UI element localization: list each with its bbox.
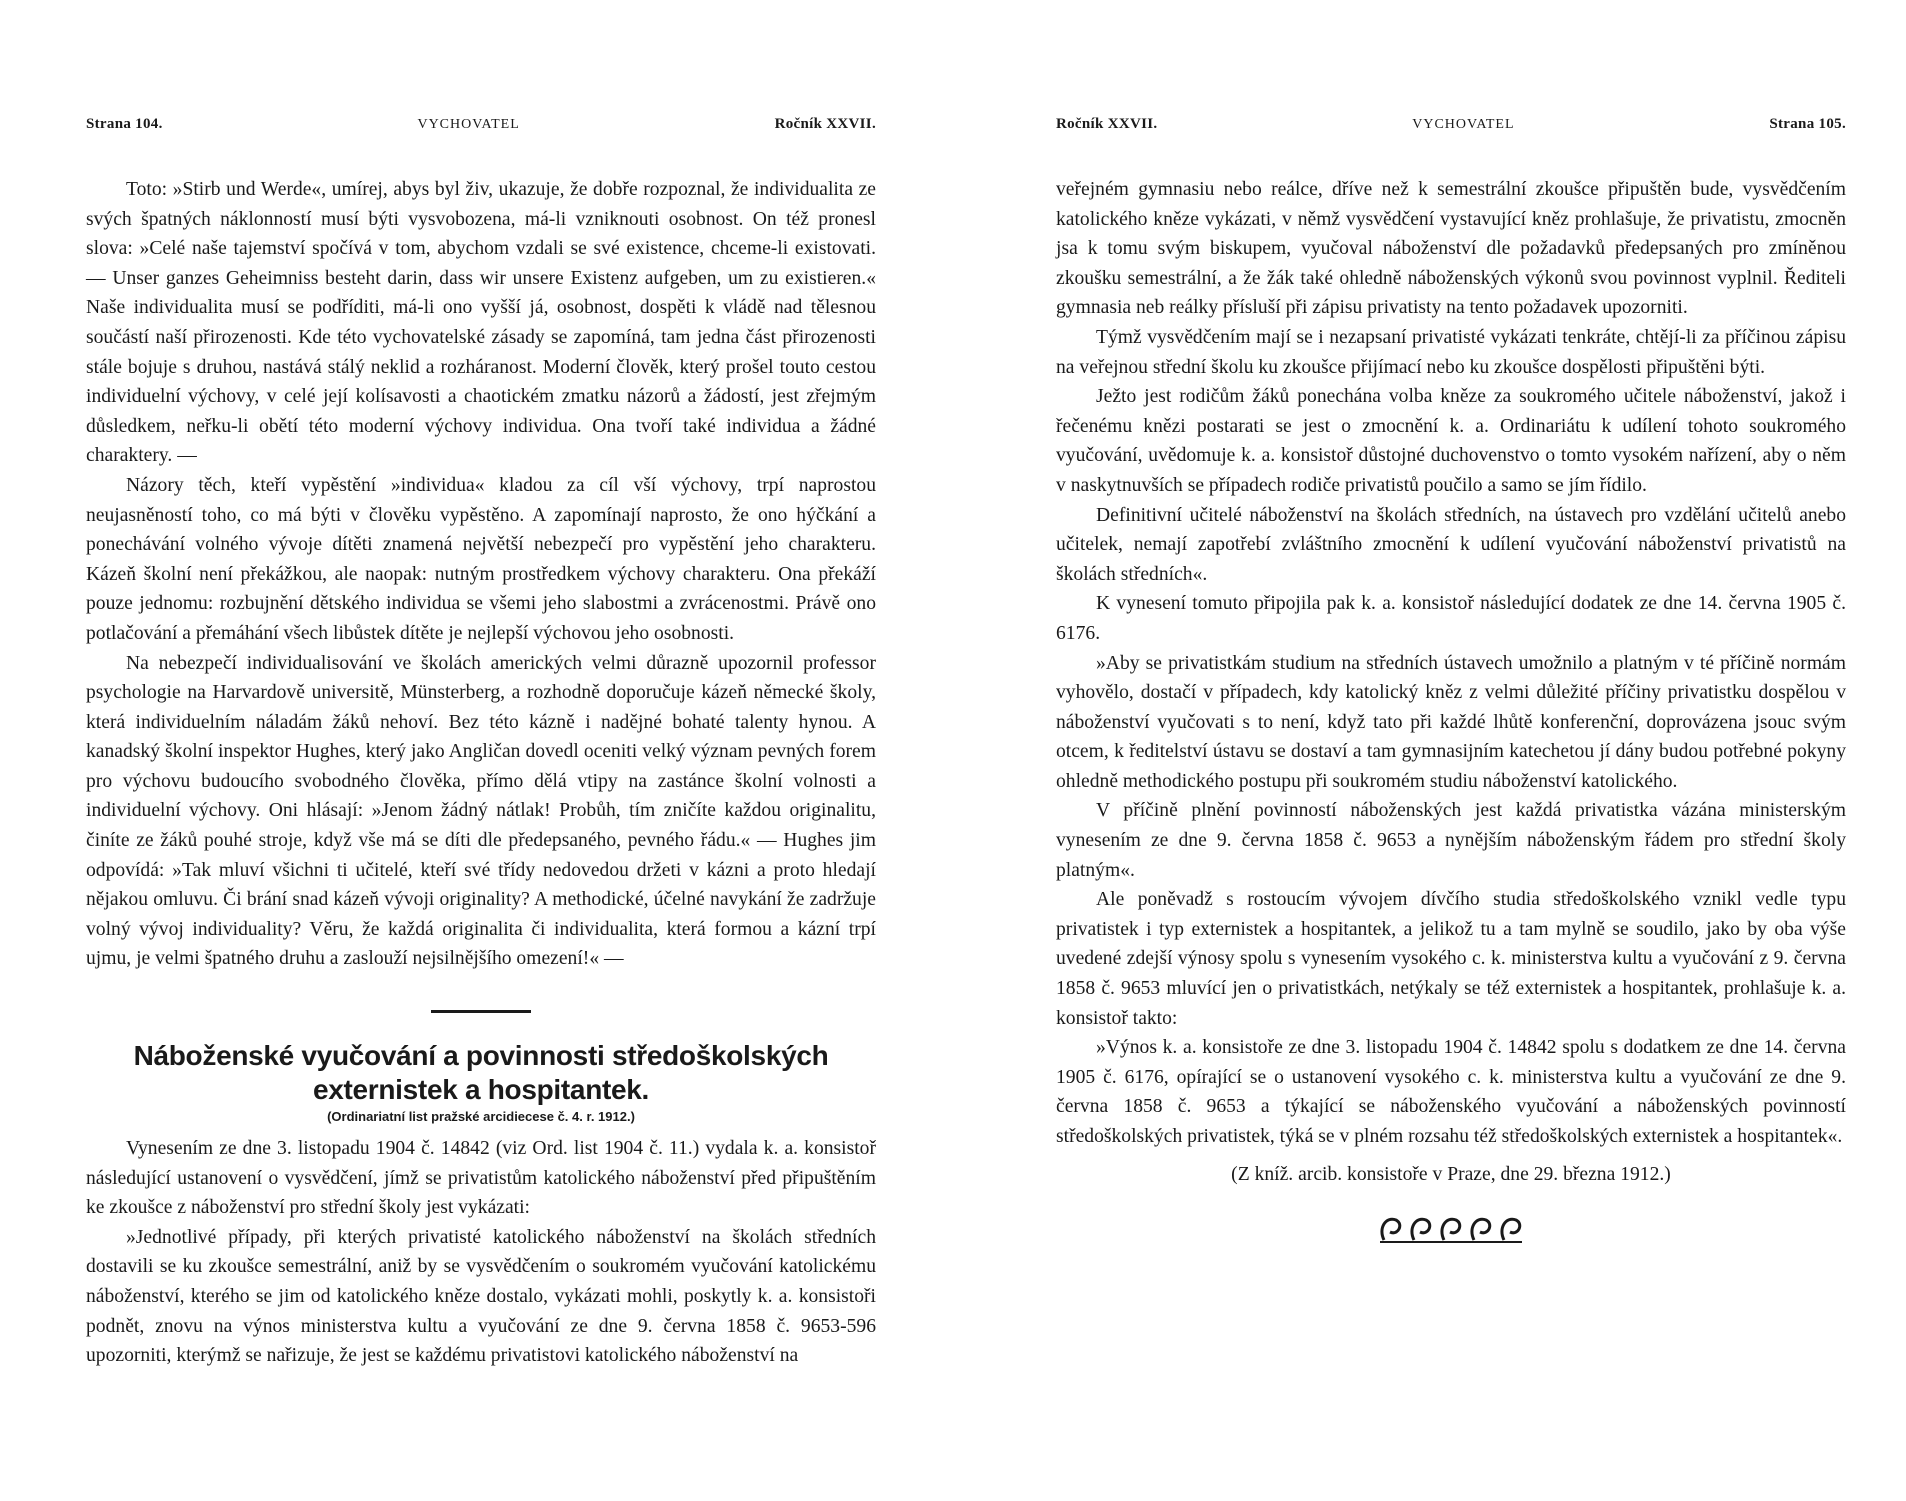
left-page-number: Strana 104.	[86, 116, 163, 132]
ornament-icon	[1056, 1212, 1846, 1251]
paragraph: Definitivní učitelé náboženství na školách středních, na ústavech pro vzdělání učitelů anebo učitelek, nemají zapotřebí zvláštního zmocnění k udílení vyučování náboženství privatistů na školách středních«.	[1056, 504, 1846, 585]
paragraph: Ježto jest rodičům žáků ponechána volba kněze za soukromého učitele náboženství, jakož i řečenému knězi postarati se jest o zmocnění k. a. Ordinariátu k udílení tohoto soukromého vyučování, uvědomuje k. a. konsistoř důstojné duchovenstvo o tomto vysokém nařízení, aby o něm v naskytnuvších se případech rodiče privatistů poučilo a samo se jím řídilo.	[1056, 386, 1846, 496]
signature-line: (Z kníž. arcib. konsistoře v Praze, dne 29. března 1912.)	[1231, 1163, 1671, 1185]
left-body-text	[86, 175, 876, 974]
paragraph: »Jednotlivé případy, při kterých privatisté katolického náboženství na školách středních dostavili se ku zkoušce semestrální, aniž by se vysvědčením o soukromém vyučování katolickému náboženství, kterého se jim od katolického kněze dostalo, vykázati mohli, poskytly k. a. konsistoři podnět, znovu na výnos ministerstva kultu a vyučování ze dne 9. června 1858 č. 9653-596 upozorniti, kterýmž se nařizuje, že jest se každému privatistovi katolického náboženství na	[86, 1226, 876, 1367]
paragraph: V příčině plnění povinností náboženských jest každá privatistka vázána ministerským vynesením ze dne 9. června 1858 č. 9653 a nynějším náboženským řádem pro střední školy platným«.	[1056, 800, 1846, 881]
paragraph: »Aby se privatistkám studium na středních ústavech umožnilo a platným v té příčině normám vyhovělo, dostačí v případech, kdy katolický kněz z velmi důležité příčiny privatistku dospělou v náboženství vyučovati s to není, když tato při každé lhůtě konferenční, doprovázena jsouc svým otcem, k ředitelství ústavu se dostaví a tam gymnasijním katechetou jí dány budou potřebné pokyny ohledně methodického postupu při soukromém studiu náboženství katolického.	[1056, 652, 1846, 792]
paragraph: Na nebezpečí individualisování ve školách amerických velmi důrazně upozornil professor psychologie na Harvardově universitě, Münsterberg, a rozhodně doporučuje kázeň německé školy, která individuelním náladám žáků nehoví. Bez této kázně i nadějné bohaté talenty hynou. A kanadský školní inspektor Hughes, který jako Angličan dovedl oceniti velký význam pevných forem pro výchovu budoucího svobodného člověka, přímo dělá vtipy na zastánce školní volnosti a individuelní výchovy. Oni hlásají: »Jenom žádný nátlak! Probůh, tím zničíte každou originalitu, činíte ze žáků pouhé stroje, když vše má se díti dle předepsaného, pevného řádu.« — Hughes jim odpovídá: »Tak mluví všichni ti učitelé, kteří své třídy nedovedou držeti v kázni a proto hledají nějakou omluvu. Či brání snad kázeň vývoji originality? A methodické, účelné navykání že zadržuje volný vývoj individuality? Věru, že každá originalita či individualita, která formou a kázní trpí ujmu, je velmi špatného druhu a zaslouží nejsilnějšího omezení!« —	[86, 652, 876, 970]
left-page	[86, 116, 876, 1371]
paragraph: Názory těch, kteří vypěstění »individua« kladou za cíl vší výchovy, trpí naprostou neujasněností toho, co má býti v člověku vypěstěno. A zapomínají naprosto, že ono hýčkání a ponechávání volného vývoje dítěti znamená největší nebezpečí pro vypěstění jeho charakteru. Kázeň školní není překážkou, ale naopak: nutným prostředkem výchovy charakteru. Ona překáží pouze jednomu: rozbujnění dětského individua se všemi jeho slabostmi a zvrácenostmi. Právě ono potlačování a přemáhání všech libůstek dítěte je nejlepší výchovou jeho osobnosti.	[86, 474, 876, 644]
section-divider	[431, 1010, 531, 1013]
paragraph: Toto: »Stirb und Werde«, umírej, abys byl živ, ukazuje, že dobře rozpoznal, že individualita ze svých špatných náklonností musí býti vysvobozena, má-li vzniknouti osobnost. On též pronesl slova: »Celé naše tajemství spočívá v tom, abychom vzdali se své existence, chceme-li existovati. — Unser ganzes Geheimniss besteht darin, dass wir unsere Existenz aufgeben, um zu existieren.« Naše individualita musí se podříditi, má-li ono vyšší já, osobnost, dospěti k vládě nad tělesnou součástí naší přirozenosti. Kde této vychovatelské zásady se zapomíná, tam jedna část přirozenosti stále bojuje s druhou, nastává stálý neklid a rozháranost. Moderní člověk, který prošel touto cestou individuelní výchovy, v celé její kolísavosti a chaotickém zmatku názorů a žádostí, jest zřejmým důsledkem, neřku-li obětí této moderní výchovy individua. Ona tvoří také individua a žádné charaktery. —	[86, 179, 876, 467]
article-title-line: externistek a hospitantek.	[312, 1074, 650, 1106]
paragraph: veřejném gymnasiu nebo reálce, dříve než k semestrální zkoušce připuštěn bude, vysvědčením katolického kněze vykázati, v němž vysvědčení vystavující kněz prohlašuje, že privatistu, zmocněn jsa k tomu svým biskupem, vyučoval náboženství dle požadavků předepsaných pro zmíněnou zkoušku semestrální, a že žák také ohledně náboženských výkonů svou povinnost vyplnil. Řediteli gymnasia neb reálky přísluší při zápisu privatisty na tento požadavek upozorniti.	[1056, 179, 1846, 319]
right-volume: Ročník XXVII.	[1056, 116, 1158, 132]
article-title	[86, 1039, 876, 1107]
right-running-head	[1056, 116, 1846, 133]
left-running-head	[86, 116, 876, 133]
right-page-number: Strana 105.	[1769, 116, 1846, 132]
right-body-text	[1056, 175, 1846, 1152]
article-body-text	[86, 1134, 876, 1371]
article-source: (Ordinariatní list pražské arcidiecese č. 4. r. 1912.)	[327, 1109, 635, 1125]
article-title-line: Náboženské vyučování a povinnosti středoškolských	[133, 1040, 829, 1072]
paragraph: K vynesení tomuto připojila pak k. a. konsistoř následující dodatek ze dne 14. června 1905 č. 6176.	[1056, 593, 1846, 644]
paragraph: Vynesením ze dne 3. listopadu 1904 č. 14842 (viz Ord. list 1904 č. 11.) vydala k. a. konsistoř následující ustanovení o vysvědčení, jímž se privatistům katolického náboženství před připuštěním ke zkoušce z náboženství pro střední školy jest vykázati:	[86, 1138, 876, 1219]
paragraph: Ale poněvadž s rostoucím vývojem dívčího studia středoškolského vznikl vedle typu privatistek i typ externistek a hospitantek, a jelikož tu a tam mylně se soudilo, jako by oba výše uvedené zdejší výnosy spolu s vynesením vysokého c. k. ministerstva kultu a vyučování z 9. června 1858 č. 9653 mluvící jen o privatistkách, netýkaly se též externistek a hospitantek, prohlašuje k. a. konsistoř takto:	[1056, 889, 1846, 1029]
paragraph: »Výnos k. a. konsistoře ze dne 3. listopadu 1904 č. 14842 spolu s dodatkem ze dne 14. června 1905 č. 6176, opírající se o ustanovení vysokého c. k. ministerstva kultu a vyučování ze dne 9. června 1858 č. 9653 a týkající se náboženského vyučování a náboženských povinností středoškolských privatistek, týká se v plném rozsahu též středoškolských externistek a hospitantek«.	[1056, 1037, 1846, 1147]
left-volume: Ročník XXVII.	[774, 116, 876, 132]
left-journal-title: VYCHOVATEL	[417, 117, 520, 132]
right-journal-title: VYCHOVATEL	[1412, 117, 1515, 132]
paragraph: Týmž vysvědčením mají se i nezapsaní privatisté vykázati tenkráte, chtějí-li za příčinou zápisu na veřejnou střední školu ku zkoušce přijímací nebo ku zkoušce dospělosti připuštěni býti.	[1056, 326, 1846, 378]
right-page	[1056, 116, 1846, 1251]
